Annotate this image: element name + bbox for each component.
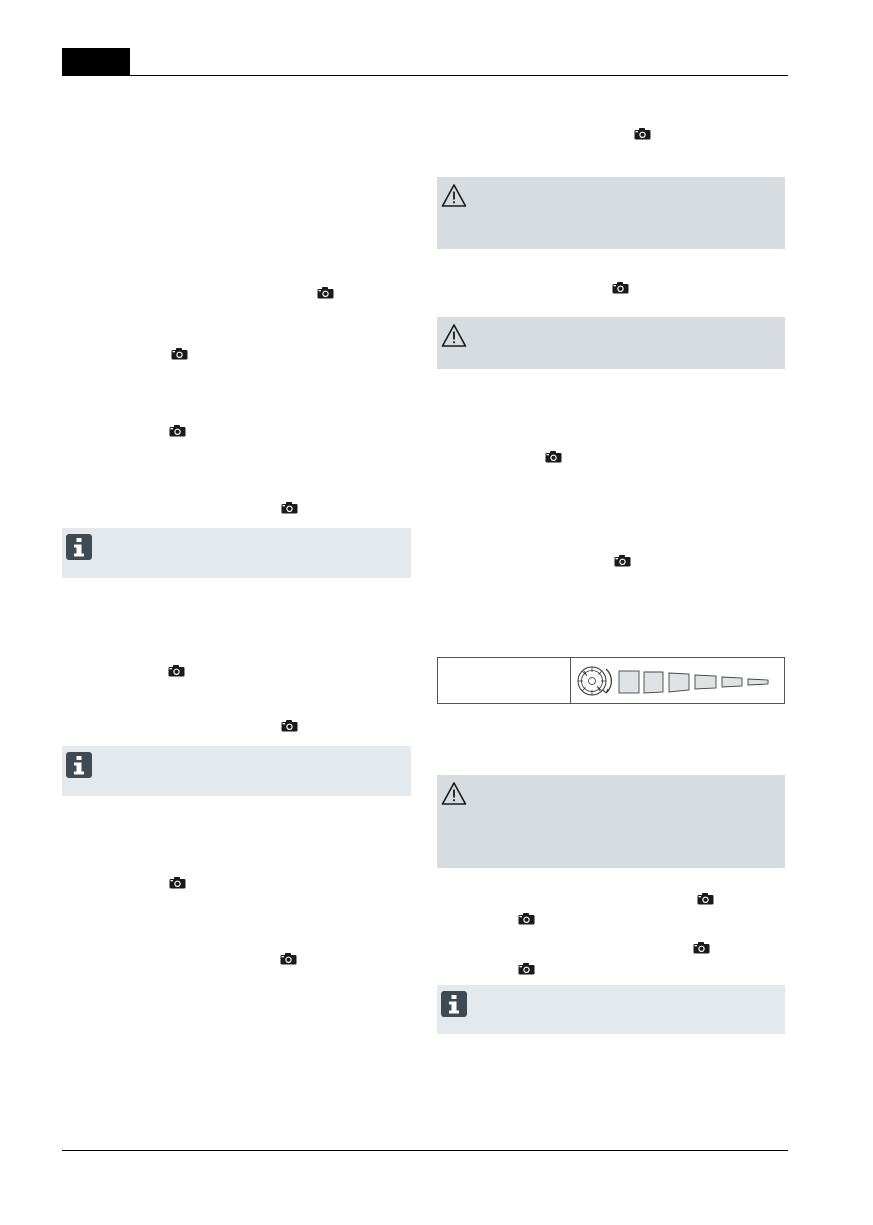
camera-icon [612,282,629,294]
warning-note [437,317,785,369]
camera-icon [697,893,714,905]
saw-blade-graphic [576,663,776,699]
camera-icon [281,720,298,732]
camera-icon [634,128,651,140]
warning-icon [441,323,467,349]
camera-icon [518,913,535,925]
header-rule [62,75,788,76]
camera-icon [693,942,710,954]
info-icon [66,752,92,778]
camera-icon [169,877,186,889]
warning-note [437,775,785,868]
camera-icon [281,502,298,514]
info-note [62,528,411,578]
camera-icon [171,348,188,360]
info-note [437,985,785,1034]
header-tab [62,48,130,76]
footer-rule [62,1150,788,1151]
camera-icon [280,953,297,965]
cut-pieces [619,671,768,693]
cut-table [437,657,785,704]
warning-icon [441,781,467,807]
camera-icon [518,963,535,975]
warning-note [437,177,785,249]
camera-icon [614,555,631,567]
info-icon [66,534,92,560]
info-note [62,746,411,796]
camera-icon [545,451,562,463]
camera-icon [168,665,185,677]
warning-icon [441,183,467,209]
camera-icon [169,425,186,437]
saw-blade-icon [578,667,611,695]
table-divider [570,658,571,703]
camera-icon [317,287,334,299]
info-icon [441,991,467,1017]
